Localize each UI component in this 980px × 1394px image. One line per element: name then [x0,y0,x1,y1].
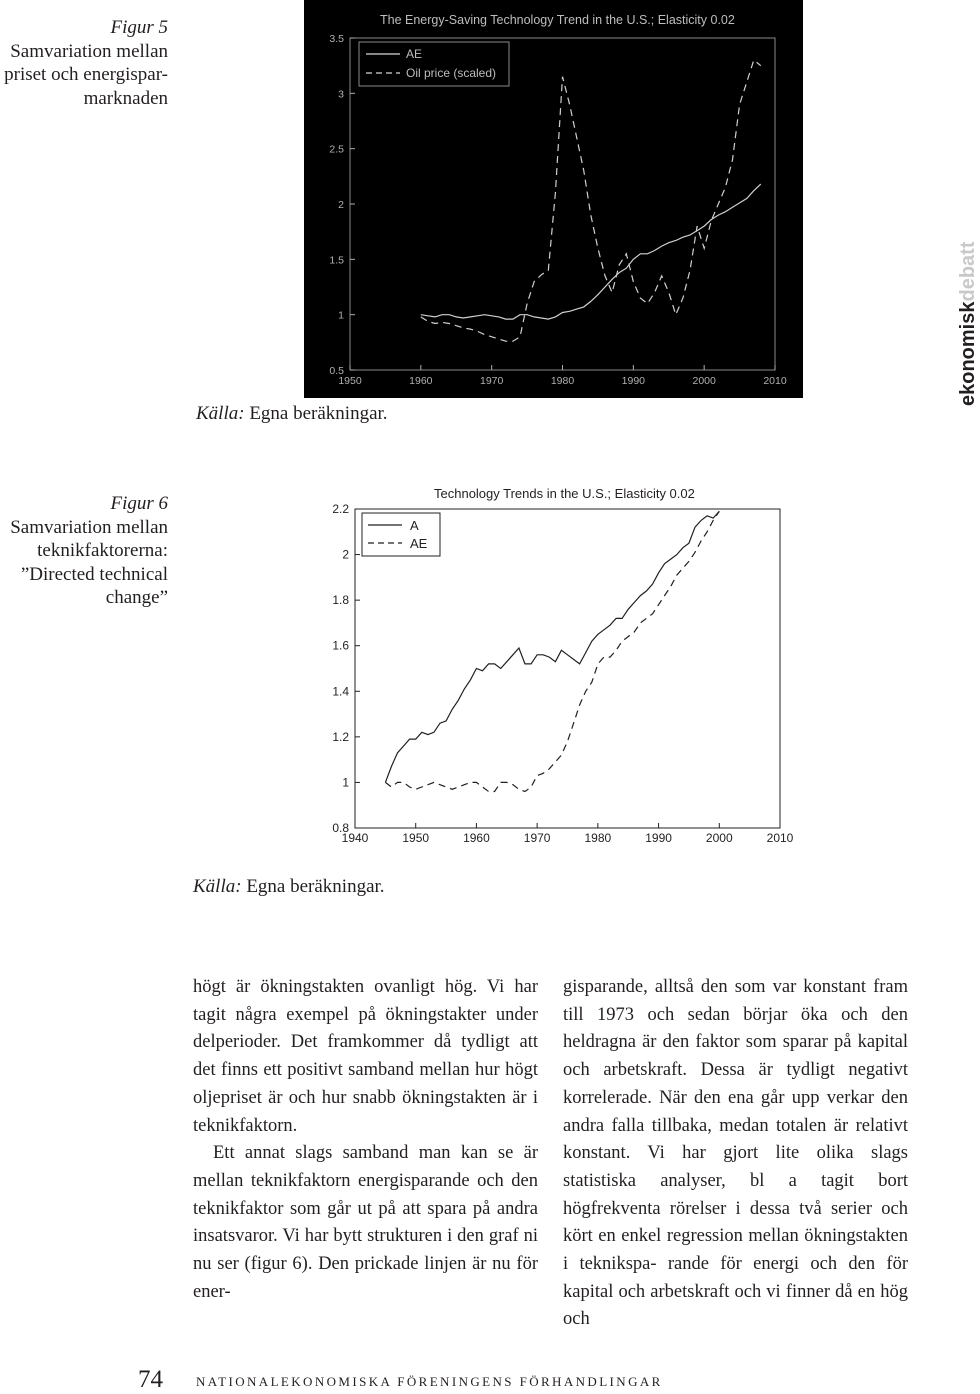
chart-title: Technology Trends in the U.S.; Elasticity 0.02 [434,486,695,501]
figure-6-caption-line: ”Directed technical [20,563,168,585]
source-text: Egna beräkningar. [244,403,388,424]
figure-6-caption-line: teknikfaktorerna: [37,540,168,561]
x-tick-label: 1970 [523,831,551,845]
brand-logo [933,241,979,406]
figure-5-caption-line: priset och energispar- [4,64,168,85]
figure-5-caption [0,16,168,110]
x-tick-label: 1950 [338,375,362,387]
figure-6-caption-line: Samvariation mellan [10,516,168,538]
x-tick-label: 1960 [409,375,433,387]
legend-label: AE [410,536,428,551]
body-column-left [193,974,538,1306]
legend-label: AE [406,47,423,61]
page-number: 74 [138,1366,163,1393]
series-line-solid [385,511,719,782]
y-tick-label: 3 [338,88,344,101]
x-tick-label: 1990 [645,831,672,845]
x-tick-label: 2010 [763,375,787,387]
y-tick-label: 1.4 [332,684,349,699]
x-tick-label: 1940 [341,831,369,845]
brand-part-1: ekonomisk [957,301,979,406]
paragraph: Ett annat slags samband man kan se är mellan teknikfaktorn energisparande och den teknikfaktor som går ut på att spara på andra insatsvaror. Vi har bytt strukturen i den graf ni nu ser (figur 6). Den prickade linjen är nu för ener- [193,1143,538,1302]
figure-6-label: Figur 6 [110,493,168,514]
plot-frame [355,509,780,828]
x-tick-label: 1950 [402,831,430,845]
x-tick-label: 1960 [463,831,490,845]
x-tick-label: 2010 [766,831,794,845]
y-tick-label: 1.8 [332,593,349,608]
figure-5-chart [304,0,803,398]
x-tick-label: 1990 [621,375,646,387]
y-tick-label: 3.5 [329,33,344,45]
paragraph: gisparande, alltså den som var konstant fram till 1973 och sedan börjar öka och den heldragna är den faktor som sparar på kapital och arbetskraft. Dessa är tydligt negativt korrelerade. När den ena går upp verkar den andra falla tillbaka, medan totalen är relativt konstant. Vi har gjort lite olika slags statistiska analyser, bl a tagit bort högfrekventa rörelser i dessa två serier och kört en enkel regression mellan ökningstakten i teknikspa- rande för energi och den för kapital och arbetskraft och vi finner då en hög och [563,977,908,1330]
y-tick-label: 1.5 [329,254,344,267]
legend-box [362,513,440,556]
chart-title: The Energy-Saving Technology Trend in the U.S.; Elasticity 0.02 [380,13,735,27]
x-tick-label: 1980 [550,375,575,387]
y-tick-label: 0.5 [329,365,344,377]
y-tick-label: 1 [338,309,344,322]
y-tick-label: 2.5 [329,143,344,156]
running-head: NATIONALEKONOMISKA FÖRENINGENS FÖRHANDLINGAR [196,1374,663,1389]
source-label: Källa: [196,403,245,424]
series-line-dashed [385,511,719,791]
legend-label: Oil price (scaled) [406,66,497,80]
figure-6-caption-line: change” [105,587,168,608]
figure-5-caption-line: marknaden [83,87,168,109]
y-tick-label: 2.2 [332,502,349,516]
y-tick-label: 0.8 [332,821,349,835]
y-tick-label: 1.6 [332,638,349,653]
chart-background [304,0,803,398]
y-tick-label: 2 [338,199,344,211]
figure-6-chart [300,478,810,860]
figure-5-source [196,403,388,425]
source-text: Egna beräkningar. [241,876,385,897]
body-column-right [563,974,908,1334]
legend-label: A [410,518,419,533]
x-tick-label: 2000 [692,375,716,387]
brand-part-2: debatt [957,241,979,302]
figure-5-caption-line: Samvariation mellan [10,40,168,62]
figure-5-label: Figur 5 [110,17,168,38]
x-tick-label: 1970 [479,375,504,387]
y-tick-label: 1 [342,775,349,790]
paragraph: högt är ökningstakten ovanligt hög. Vi har tagit några exempel på ökningstakter under delperioder. Det framkommer då tydligt att det finns ett positivt samband mellan hur högt oljepriset är och hur snabb ökningstakten är i teknikfaktorn. [193,977,538,1136]
x-tick-label: 1980 [584,831,612,845]
x-tick-label: 2000 [705,831,733,845]
y-tick-label: 1.2 [332,729,349,744]
figure-6-source [193,876,385,898]
y-tick-label: 2 [342,547,349,562]
source-label: Källa: [193,876,242,897]
figure-6-caption [0,492,168,610]
